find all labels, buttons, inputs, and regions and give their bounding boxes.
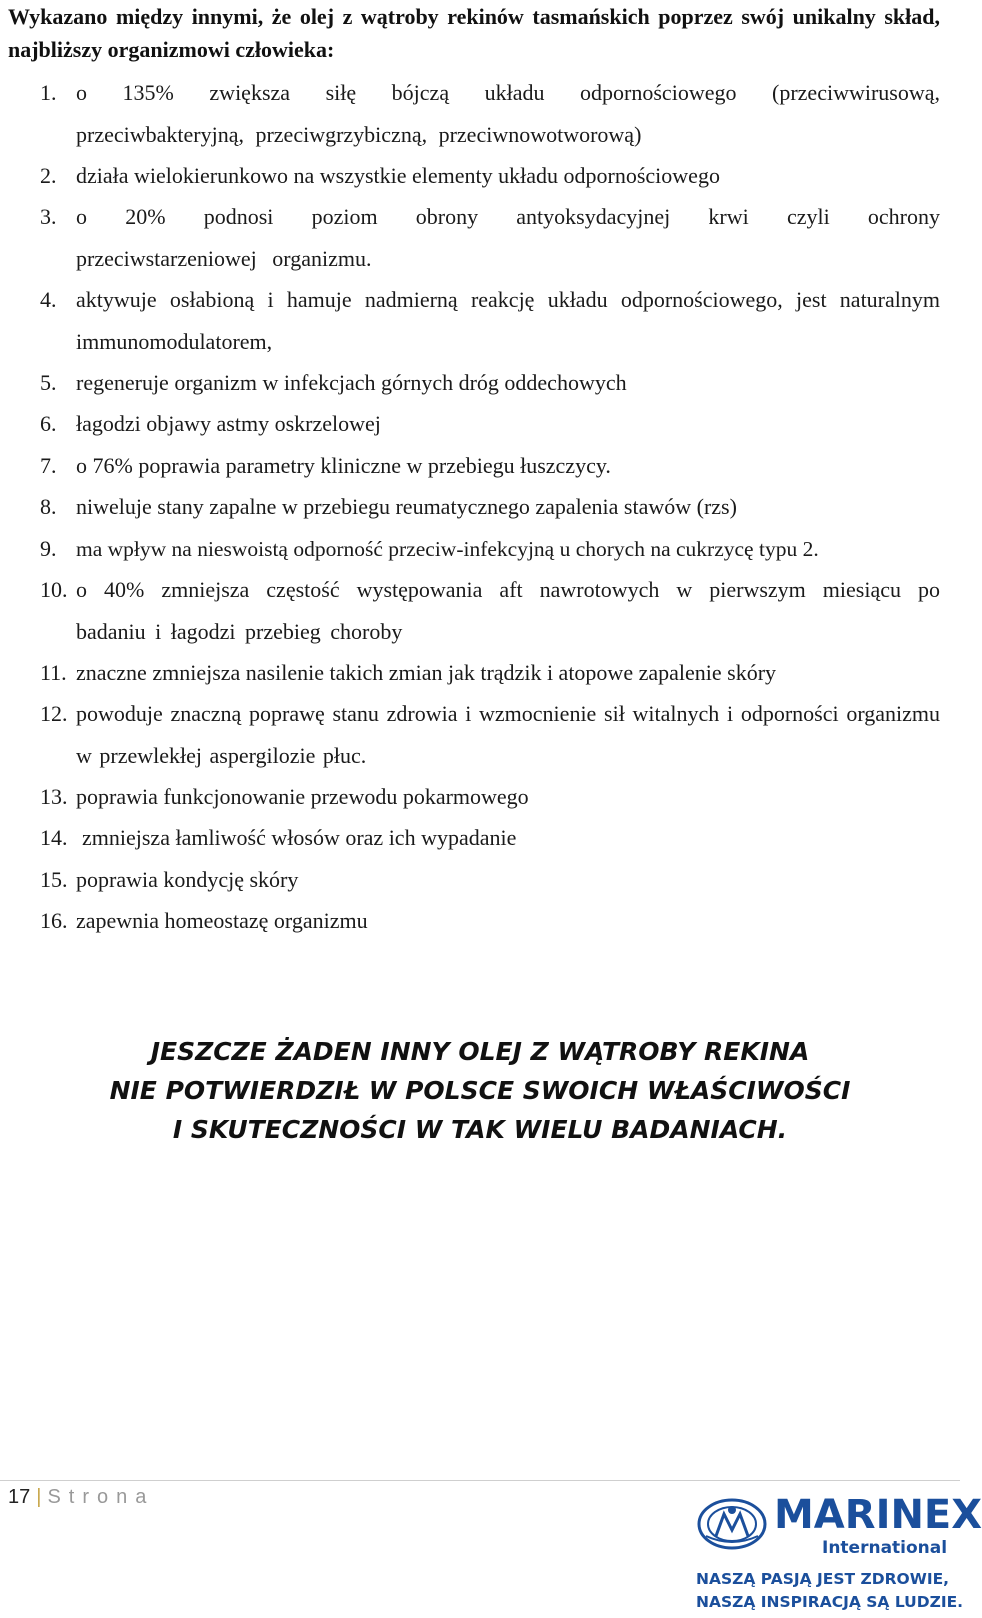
list-item-number: 3. [40,204,57,229]
list-item-text: znaczne zmniejsza nasilenie takich zmian jak trądzik i atopowe zapalenie skóry [76,660,777,685]
list-item-number: 6. [40,411,57,436]
page-word: Strona [47,1486,155,1508]
list-item-number: 15. [40,867,68,892]
list-item-number: 10. [40,577,68,602]
list-item-text: poprawia funkcjonowanie przewodu pokarmowego [76,784,529,809]
slogan-line: NASZĄ INSPIRACJĄ SĄ LUDZIE. [696,1593,964,1611]
list-item-number: 4. [40,287,57,312]
list-item-number: 13. [40,784,68,809]
claim-line: JESZCZE ŻADEN INNY OLEJ Z WĄTROBY REKINA [150,1037,810,1066]
page-separator: | [36,1486,42,1508]
list-item-text: o 40% zmniejsza częstość występowania aft nawrotowych w pierwszym miesiącu po badaniu i łagodzi przebieg choroby [76,577,940,644]
list-item-number: 7. [40,453,57,478]
marinex-logo [696,1490,982,1614]
list-item-text: ma wpływ na nieswoistą odporność przeciw-infekcyjną u chorych na cukrzycę typu 2. [76,537,819,561]
list-item-number: 2. [40,163,57,188]
list-item-text: poprawia kondycję skóry [76,867,299,892]
page-number-value: 17 [8,1486,31,1508]
list-item-number: 11. [40,660,67,685]
intro-paragraph: Wykazano między innymi, że olej z wątroby rekinów tasmańskich poprzez swój unikalny skład, najbliższy organizmowi człowieka: [8,4,940,62]
page-number [8,1486,154,1509]
brand-slogan [696,1568,964,1614]
marinex-emblem-icon [696,1496,768,1556]
list-item-text: powoduje znaczną poprawę stanu zdrowia i wzmocnienie sił witalnych i odporności organizmu w przewlekłej aspergilozie płuc. [76,701,940,768]
list-item-text: zapewnia homeostazę organizmu [76,908,368,933]
list-item-number: 12. [40,701,68,726]
claim-line: I SKUTECZNOŚCI W TAK WIELU BADANIACH. [172,1115,788,1144]
brand-name: MARINEX [774,1492,982,1538]
closing-claim [0,1032,960,1149]
brand-subtitle: International [822,1538,948,1558]
list-item-text: zmniejsza łamliwość włosów oraz ich wypadanie [82,825,517,850]
list-item-number: 8. [40,494,57,519]
list-item-number: 1. [40,80,57,105]
list-item-number: 16. [40,908,68,933]
list-item-text: o 20% podnosi poziom obrony antyoksydacyjnej krwi czyli ochrony przeciwstarzeniowej organizmu. [76,204,940,271]
list-item-number: 5. [40,370,57,395]
list-item-text: aktywuje osłabioną i hamuje nadmierną reakcję układu odpornościowego, jest naturalnym immunomodulatorem, [76,287,940,354]
list-item-text: o 135% zwiększa siłę bójczą układu odpornościowego (przeciwwirusową, przeciwbakteryjną, przeciwgrzybiczną, przeciwnowotworową) [76,80,940,147]
list-item-text: o 76% poprawia parametry kliniczne w przebiegu łuszczycy. [76,453,611,478]
list-item-text: niweluje stany zapalne w przebiegu reumatycznego zapalenia stawów (rzs) [76,494,737,519]
list-item-number: 14. [40,825,68,850]
list-item-text: łagodzi objawy astmy oskrzelowej [76,411,381,436]
list-item-number: 9. [40,536,57,561]
list-item-text: działa wielokierunkowo na wszystkie elementy układu odpornościowego [76,163,720,188]
claim-line: NIE POTWIERDZIŁ W POLSCE SWOICH WŁAŚCIWOŚCI [109,1076,851,1105]
footer-divider [0,1480,960,1481]
list-item-text: regeneruje organizm w infekcjach górnych dróg oddechowych [76,370,627,395]
slogan-line: NASZĄ PASJĄ JEST ZDROWIE, [696,1570,950,1588]
